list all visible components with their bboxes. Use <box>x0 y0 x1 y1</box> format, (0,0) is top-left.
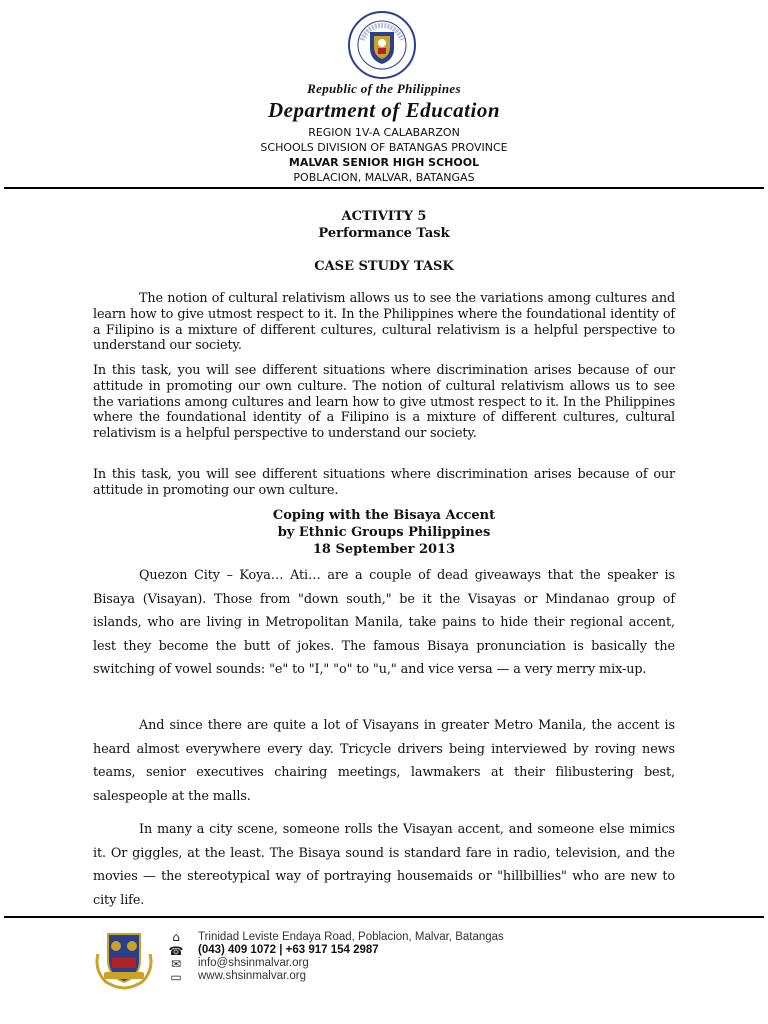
activity-subtitle: Performance Task <box>318 226 450 241</box>
article-paragraph-3: In many a city scene, someone rolls the Visayan accent, and someone else mimics it. Or giggles, at the least. The Bisaya sound is standard fare in radio, television, and the movies — the stereotypical way of portraying housemaids or "hillbillies" who are new to city life. <box>93 822 675 908</box>
article-title: Coping with the Bisaya Accent <box>272 508 496 523</box>
footer-divider <box>4 916 764 918</box>
division-line: SCHOOLS DIVISION OF BATANGAS PROVINCE <box>260 141 508 154</box>
intro-paragraph-1: The notion of cultural relativism allows us to see the variations among cultures and learn how to give utmost respect to it. In the Philippines where the foundational identity of a Filipino is a mixture of different cultures, cultural relativism is a helpful perspective to understand our society. <box>93 291 675 354</box>
intro-paragraph-3: In this task, you will see different situations where discrimination arises because of our attitude in promoting our own culture. <box>93 467 675 498</box>
footer-phone: (043) 409 1072 | +63 917 154 2987 <box>198 944 379 956</box>
intro-paragraph-2: In this task, you will see different situations where discrimination arises because of our attitude in promoting our own culture. The notion of cultural relativism allows us to see the variations among cultures and learn how to give utmost respect to it. In the Philippines where the foundational identity of a Filipino is a mixture of different cultures, cultural relativism is a helpful perspective to understand our society. <box>93 363 675 442</box>
footer-email[interactable]: info@shsinmalvar.org <box>198 957 309 969</box>
article-paragraph-1: Quezon City – Koya… Ati… are a couple of dead giveaways that the speaker is Bisaya (Visayan). Those from "down south," be it the Visayas or Mindanao group of islands, who are living in Metropolitan Manila, take pains to hide their regional accent, lest they become the butt of jokes. The famous Bisaya pronunciation is basically the switching of vowel sounds: "e" to "I," "o" to "u," and vice versa — a very merry mix-up. <box>93 568 675 677</box>
computer-icon: ▭ <box>170 970 182 984</box>
school-address: POBLACION, MALVAR, BATANGAS <box>293 171 475 184</box>
school-logo <box>92 926 156 990</box>
footer-address: Trinidad Leviste Endaya Road, Poblacion, Malvar, Batangas <box>198 931 504 943</box>
task-heading: CASE STUDY TASK <box>314 259 454 274</box>
article-paragraph-2: And since there are quite a lot of Visayans in greater Metro Manila, the accent is heard almost everywhere every day. Tricycle drivers being interviewed by roving news teams, senior executives chairing meetings, lawmakers at their filibustering best, salespeople at the malls. <box>93 718 675 804</box>
article-byline: by Ethnic Groups Philippines <box>277 525 491 540</box>
region-line: REGION 1V-A CALABARZON <box>308 126 460 139</box>
footer-website[interactable]: www.shsinmalvar.org <box>198 970 307 982</box>
header-divider <box>4 187 764 189</box>
republic-heading: Republic of the Philippines <box>307 81 461 96</box>
school-name: MALVAR SENIOR HIGH SCHOOL <box>288 156 480 169</box>
article-date: 18 September 2013 <box>312 542 456 557</box>
phone-icon: ☎ <box>168 944 184 958</box>
home-icon: ⌂ <box>172 930 180 944</box>
department-heading: Department of Education <box>267 98 500 122</box>
envelope-icon: ✉ <box>170 957 182 971</box>
activity-title: ACTIVITY 5 <box>341 209 427 224</box>
deped-seal <box>344 10 420 80</box>
